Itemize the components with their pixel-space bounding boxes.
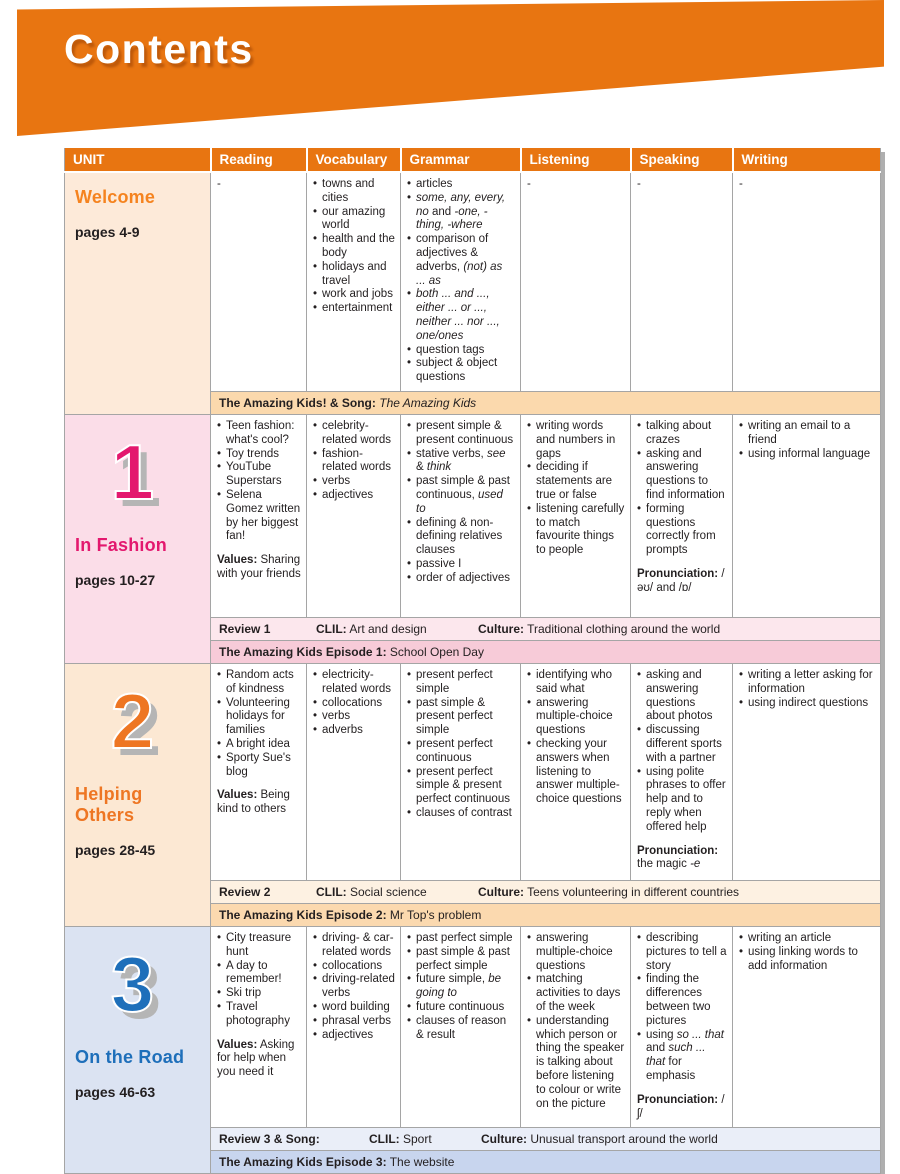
column-header-speaking: Speaking <box>631 148 733 172</box>
review-label: Review 1 <box>219 621 271 636</box>
unit3-listening-cell: • answering multiple-choice questions • matching activities to days of the week • understanding which person or thing the speaker is talking about before listening to colour or write on the picture <box>521 926 631 1127</box>
welcome-content-row <box>65 172 881 391</box>
unit3-content-row <box>65 926 881 1127</box>
welcome-episode-band <box>211 391 881 414</box>
unit-pages: pages 4-9 <box>75 224 140 240</box>
unit1-listening-cell: • writing words and numbers in gaps • deciding if statements are true or false • listening carefully to match favourite things to people <box>521 414 631 617</box>
contents-table <box>64 148 881 1174</box>
review-label: Review 3 & Song: <box>219 1132 320 1147</box>
unit3-episode-band <box>211 1151 881 1174</box>
welcome-listening-cell: - <box>521 172 631 391</box>
unit1-reading-cell: • Teen fashion: what's cool? • Toy trends • YouTube Superstars • Selena Gomez written by her biggest fan! Values: Sharing with your friends <box>211 414 307 617</box>
welcome-writing-cell: - <box>733 172 881 391</box>
episode-text: The Amazing Kids! & Song: The Amazing Kids <box>219 395 477 410</box>
unit-name: In Fashion <box>75 534 167 555</box>
review-label: Review 2 <box>219 884 271 899</box>
unit1-vocabulary-cell: • celebrity-related words • fashion-related words • verbs • adjectives <box>307 414 401 617</box>
unit2-episode-band <box>211 903 881 926</box>
unit3-review-band <box>211 1128 881 1151</box>
unit1-writing-cell: • writing an email to a friend • using informal language <box>733 414 881 617</box>
unit3-grammar-cell: • past perfect simple • past simple & past perfect simple • future simple, be going to • future continuous • clauses of reason & result <box>401 926 521 1127</box>
unit3-unit-cell <box>65 926 211 1173</box>
table-header-row <box>65 148 881 172</box>
column-header-grammar: Grammar <box>401 148 521 172</box>
welcome-vocabulary-cell: • towns and cities • our amazing world • health and the body • holidays and travel • work and jobs • entertainment <box>307 172 401 391</box>
unit-pages: pages 10-27 <box>75 571 156 588</box>
unit2-vocabulary-cell: • electricity-related words • collocations • verbs • adverbs <box>307 663 401 880</box>
column-header-writing: Writing <box>733 148 881 172</box>
column-header-unit: UNIT <box>65 148 211 172</box>
unit3-vocabulary-cell: • driving- & car-related words • collocations • driving-related verbs • word building • phrasal verbs • adjectives <box>307 926 401 1127</box>
unit1-episode-band <box>211 640 881 663</box>
unit2-grammar-cell: • present perfect simple • past simple & present perfect simple • present perfect continuous • present perfect simple & present perfect continuous • clauses of contrast <box>401 663 521 880</box>
unit-number: 2 <box>110 676 155 765</box>
unit2-content-row <box>65 663 881 880</box>
unit3-writing-cell: • writing an article • using linking words to add information <box>733 926 881 1127</box>
culture-label: Culture: Unusual transport around the world <box>481 1132 718 1147</box>
column-header-vocabulary: Vocabulary <box>307 148 401 172</box>
episode-text: The Amazing Kids Episode 3: The website <box>219 1155 455 1170</box>
unit2-writing-cell: • writing a letter asking for information • using indirect questions <box>733 663 881 880</box>
clil-label: CLIL: Art and design <box>316 621 427 636</box>
welcome-unit-cell <box>65 172 211 414</box>
unit2-listening-cell: • identifying who said what • answering multiple-choice questions • checking your answers when listening to answer multiple-choice questions <box>521 663 631 880</box>
clil-label: CLIL: Social science <box>316 884 427 899</box>
unit-name: Welcome <box>75 187 156 207</box>
unit-pages: pages 46-63 <box>75 1083 156 1100</box>
unit2-review-band <box>211 880 881 903</box>
page-title: Contents <box>64 26 254 72</box>
welcome-grammar-cell: • articles • some, any, every, no and -one, -thing, -where • comparison of adjectives & adverbs, (not) as ... as • both ... and ..., either ... or ..., neither ... nor ..., one/ones • question tags • subject & object questions <box>401 172 521 391</box>
unit1-review-band <box>211 617 881 640</box>
episode-text: The Amazing Kids Episode 2: Mr Top's problem <box>219 907 482 922</box>
unit-pages: pages 28-45 <box>75 841 156 858</box>
welcome-reading-cell: - <box>211 172 307 391</box>
welcome-speaking-cell: - <box>631 172 733 391</box>
unit1-content-row <box>65 414 881 617</box>
clil-label: CLIL: Sport <box>369 1132 432 1147</box>
unit3-speaking-cell: • describing pictures to tell a story • finding the differences between two pictures • using so ... that and such ... that for emphasis Pronunciation: /ʃ/ <box>631 926 733 1127</box>
unit1-speaking-cell: • talking about crazes • asking and answering questions to find information • forming questions correctly from prompts Pronunciation: /əʊ/ and /ɒ/ <box>631 414 733 617</box>
culture-label: Culture: Traditional clothing around the world <box>478 621 721 636</box>
unit2-speaking-cell: • asking and answering questions about photos • discussing different sports with a partner • using polite phrases to offer help and to reply when offered help Pronunciation: the magic -e <box>631 663 733 880</box>
unit2-reading-cell: • Random acts of kindness • Volunteering holidays for families • A bright idea • Sporty Sue's blog Values: Being kind to others <box>211 663 307 880</box>
unit-name: Helping Others <box>75 783 143 825</box>
column-header-reading: Reading <box>211 148 307 172</box>
culture-label: Culture: Teens volunteering in different countries <box>478 884 740 899</box>
unit-number: 3 <box>110 939 155 1028</box>
column-header-listening: Listening <box>521 148 631 172</box>
unit1-unit-cell <box>65 414 211 663</box>
unit-name: On the Road <box>75 1046 185 1067</box>
unit3-reading-cell: • City treasure hunt • A day to remember! • Ski trip • Travel photography Values: Asking for help when you need it <box>211 926 307 1127</box>
unit1-grammar-cell: • present simple & present continuous • stative verbs, see & think • past simple & past continuous, used to • defining & non-defining relatives clauses • passive I • order of adjectives <box>401 414 521 617</box>
episode-text: The Amazing Kids Episode 1: School Open Day <box>219 644 484 659</box>
unit-number: 1 <box>110 427 155 516</box>
unit2-unit-cell <box>65 663 211 926</box>
